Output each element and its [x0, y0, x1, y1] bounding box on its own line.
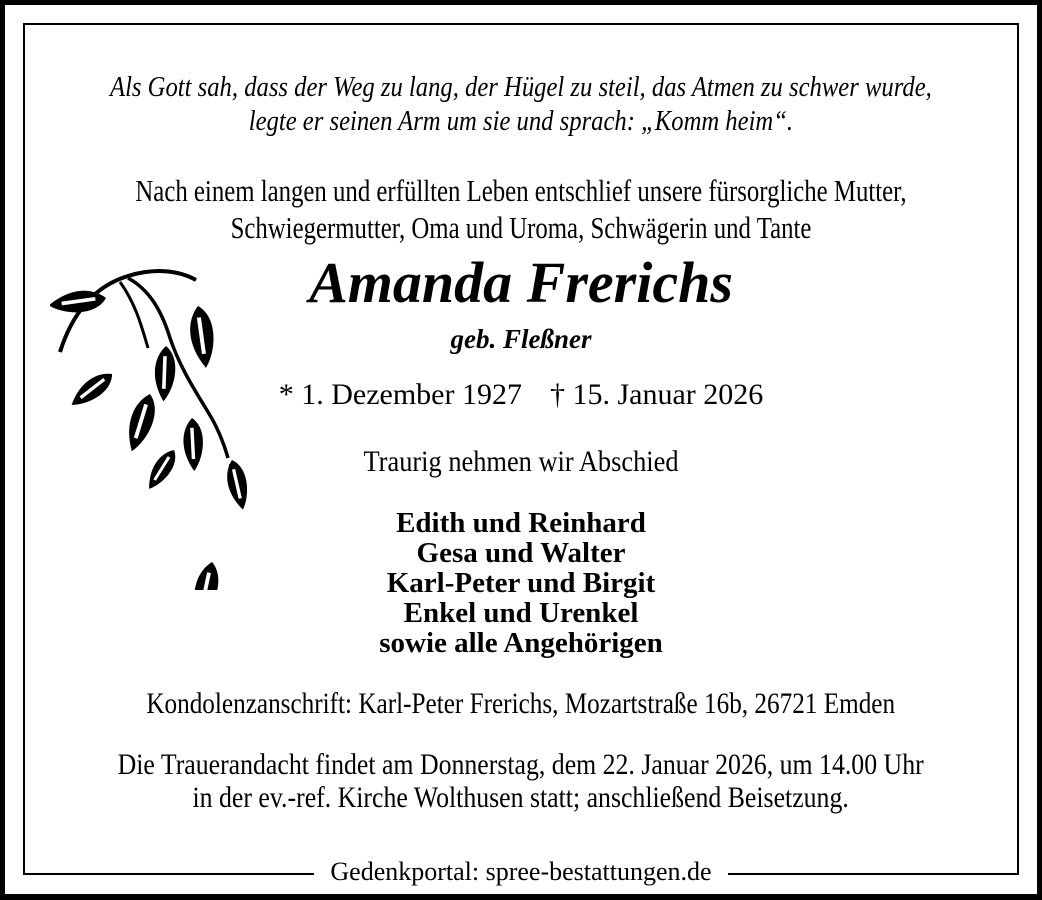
life-dates — [0, 376, 1042, 414]
birth-date: * 1. Dezember 1927 — [278, 378, 522, 411]
opening-verse — [0, 71, 1042, 139]
mourner-line: Karl-Peter und Birgit — [386, 567, 656, 599]
service-line-1: Die Trauerandacht findet am Donnerstag, dem 22. Januar 2026, um 14.00 Uhr — [117, 748, 925, 781]
mourner-line: Gesa und Walter — [416, 537, 626, 569]
introduction-text — [0, 172, 1042, 246]
memorial-portal-footer — [0, 855, 1042, 889]
service-announcement — [0, 748, 1042, 814]
mourner-line: Enkel und Urenkel — [403, 597, 639, 629]
mourner-line: sowie alle Angehörigen — [379, 627, 663, 659]
verse-line-1: Als Gott sah, dass der Weg zu lang, der Hügel zu steil, das Atmen zu schwer wurde, — [110, 72, 932, 103]
mourners-list — [0, 508, 1042, 658]
death-date: † 15. Januar 2026 — [549, 378, 764, 411]
maiden-name: geb. Fleßner — [450, 324, 592, 354]
mourner-line: Edith und Reinhard — [396, 507, 646, 539]
memorial-portal-text: Gedenkportal: spree-bestattungen.de — [314, 855, 727, 889]
service-line-2: in der ev.-ref. Kirche Wolthusen statt; anschließend Beisetzung. — [192, 781, 850, 814]
condolence-address: Kondolenzanschrift: Karl-Peter Frerichs, Mozartstraße 16b, 26721 Emden — [146, 687, 896, 720]
verse-line-2: legte er seinen Arm um sie und sprach: „Komm heim“. — [248, 106, 794, 137]
farewell-line: Traurig nehmen wir Abschied — [363, 445, 679, 478]
intro-line-1: Nach einem langen und erfüllten Leben entschlief unsere fürsorgliche Mutter, — [135, 173, 907, 208]
intro-line-2: Schwiegermutter, Oma und Uroma, Schwägerin und Tante — [230, 210, 812, 245]
deceased-name: Amanda Frerichs — [309, 250, 733, 315]
